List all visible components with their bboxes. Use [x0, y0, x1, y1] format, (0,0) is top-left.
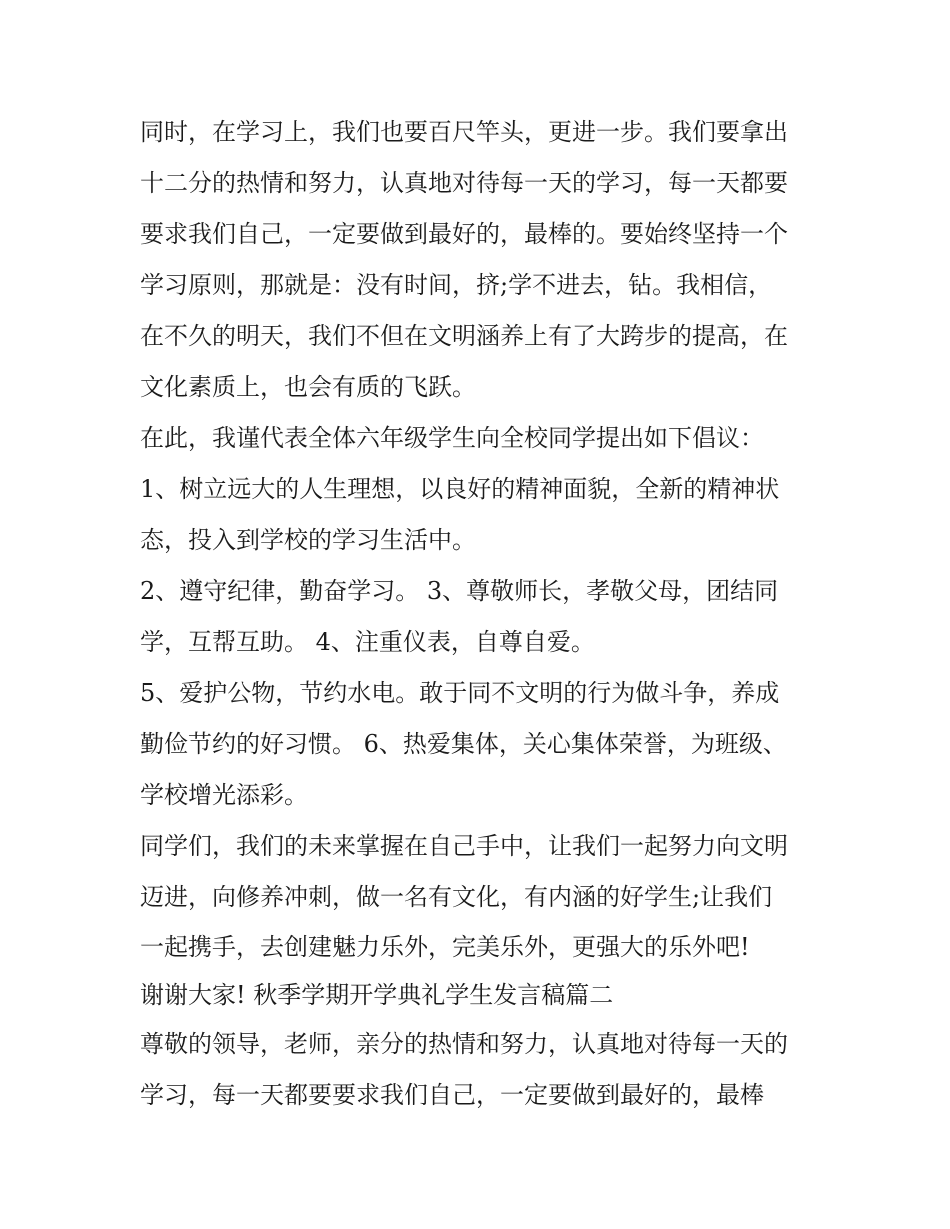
text-line: 同时，在学习上，我们也要百尺竿头，更进一步。我们要拿出 [140, 118, 788, 146]
text-line: 2、遵守纪律，勤奋学习。 3、尊敬师长，孝敬父母，团结同 [140, 577, 779, 605]
text-line: 一起携手，去创建魅力乐外，完美乐外，更强大的乐外吧! [140, 933, 750, 961]
text-line: 学，互帮互助。 4、注重仪表，自尊自爱。 [140, 628, 595, 656]
text-line: 学习原则，那就是：没有时间，挤;学不进去，钻。我相信， [140, 271, 773, 299]
text-line: 在不久的明天，我们不但在文明涵养上有了大跨步的提高，在 [140, 322, 788, 350]
text-line: 文化素质上，也会有质的飞跃。 [140, 373, 476, 401]
text-line: 在此，我谨代表全体六年级学生向全校同学提出如下倡议： [140, 424, 764, 452]
text-line: 1、树立远大的人生理想，以良好的精神面貌，全新的精神状 [140, 475, 780, 503]
text-line: 学习，每一天都要要求我们自己，一定要做到最好的，最棒 [140, 1081, 764, 1109]
section-heading: 谢谢大家! 秋季学期开学典礼学生发言稿篇二 [140, 981, 614, 1009]
text-line: 尊敬的领导，老师，亲分的热情和努力，认真地对待每一天的 [140, 1030, 788, 1058]
text-line: 十二分的热情和努力，认真地对待每一天的学习，每一天都要 [140, 169, 788, 197]
text-line: 态，投入到学校的学习生活中。 [140, 526, 476, 554]
text-line: 迈进，向修养冲刺，做一名有文化，有内涵的好学生;让我们 [140, 883, 773, 911]
text-line: 同学们，我们的未来掌握在自己手中，让我们一起努力向文明 [140, 832, 788, 860]
text-line: 要求我们自己，一定要做到最好的，最棒的。要始终坚持一个 [140, 220, 788, 248]
text-line: 勤俭节约的好习惯。 6、热爱集体，关心集体荣誉，为班级、 [140, 730, 787, 758]
text-line: 学校增光添彩。 [140, 781, 308, 809]
document-body [140, 107, 830, 1121]
text-line: 5、爱护公物，节约水电。敢于同不文明的行为做斗争，养成 [140, 679, 780, 707]
